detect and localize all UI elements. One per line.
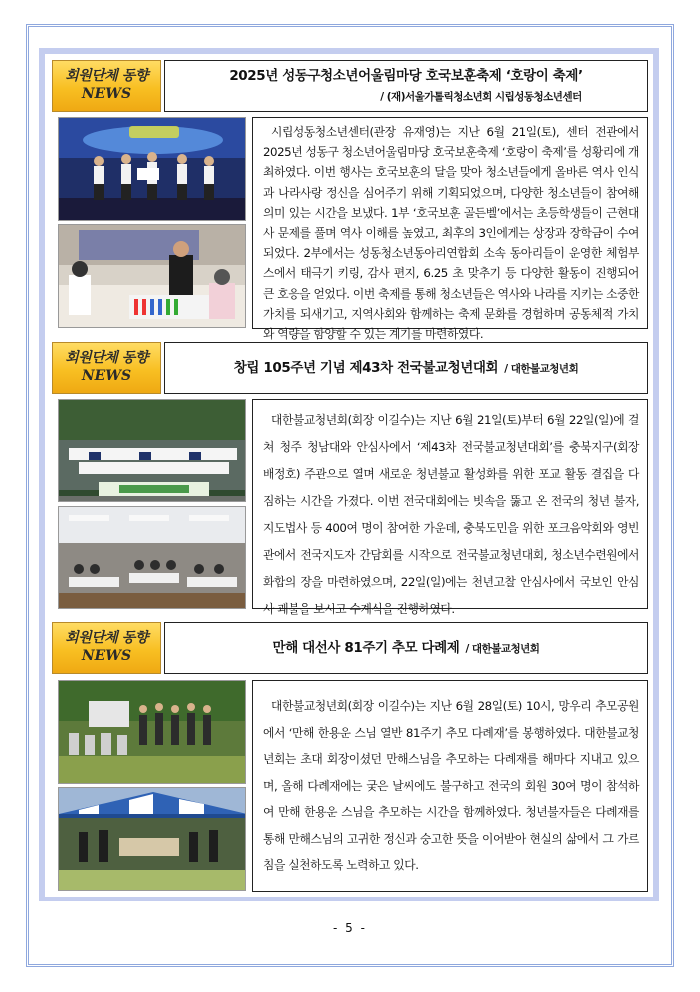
section3-title-box: [164, 622, 648, 674]
section3-body: 대한불교청년회(회장 이길수)는 지난 6월 28일(토) 10시, 망우리 추모공원에서 ‘만해 한용운 스님 열반 81주기 추모 다례재’를 봉행하였다. 대한불교청년회는 초대 회장이셨던 만해스님을 추모하는 다례재를 해마다 지내고 있으며, 올해 다례재에는 궂은 날씨에도 불구하고 전국의 회원 30여 명이 참석하여 만해 한용운 스님을 추모하는 시간을 함께하였다. 청년불자들은 다례재를 통해 만해스님의 고귀한 정신과 숭고한 뜻을 이어받아 현실의 삶에서 그 가르침을 실천하도록 노력하고 있다.: [263, 699, 639, 872]
section3-body-box: [252, 680, 648, 892]
section3-photo-tent: [58, 787, 246, 891]
section2-news-badge: [52, 342, 161, 394]
section1-title: 2025년 성동구청소년어울림마당 호국보훈축제 ‘호랑이 축제’: [229, 68, 583, 84]
section1-news-badge: [52, 60, 161, 112]
page-number: - 5 -: [333, 921, 367, 935]
section3-photo-memorial: [58, 680, 246, 784]
section1-byline: / (재)서울가톨릭청소년회 시립성동청소년센터: [380, 91, 582, 103]
section2-body-box: [252, 399, 648, 616]
badge-line1: 회원단체 동향: [65, 68, 148, 84]
badge-line1: 회원단체 동향: [65, 350, 148, 366]
section1-title-box: [164, 60, 648, 112]
section3-title: 만해 대선사 81주기 추모 다례제: [272, 640, 460, 656]
section3-news-badge: [52, 622, 161, 674]
badge-line2: NEWS: [81, 86, 132, 102]
section1-body-box: [252, 117, 648, 342]
section2-title-box: [164, 342, 648, 394]
section1-body: 시립성동청소년센터(관장 유재영)는 지난 6월 21일(토), 센터 전관에서 2025년 성동구 청소년어울림마당 호국보훈축제 ‘호랑이 축제’를 성황리에 개최하였다. 이번 행사는 호국보훈의 달을 맞아 청소년들에게 올바른 역사 인식과 나라사랑 정신을 심어주기 위해 기획되었으며, 다양한 청소년들이 참여해 의미 있는 시간을 보냈다. 1부 ‘호국보훈 골든벨’에서는 초등학생들이 근현대사 문제를 풀며 역사 이해를 높였고, 최후의 3인에게는 상장과 장학금이 수여되었다. 2부에서는 성동청소년동아리연합회 소속 동아리들이 운영한 체험부스에서 태극기 키링, 감사 편지, 6.25 초 맞추기 등 다양한 활동이 진행되어 큰 호응을 얻었다. 이번 축제를 통해 청소년들은 역사와 나라를 지키는 소중한 가치를 되새기고, 지역사회와 함께하는 축제 문화를 경험하며 공동체적 가치와 역량을 함양할 수 있는 계기를 마련하였다.: [263, 125, 639, 342]
section3-byline: / 대한불교청년회: [465, 642, 540, 655]
section2-body: 대한불교청년회(회장 이길수)는 지난 6월 21일(토)부터 6월 22일(일)에 걸쳐 청주 청남대와 안심사에서 ‘제43차 전국불교청년대회’를 충북지구(회장 배정호) 주관으로 열며 새로운 청년불교 활성화를 위한 포교 활동 결집을 다짐하는 시간을 가졌다. 이번 전국대회에는 빗속을 뚫고 온 전국의 청년 불자, 지도법사 등 400여 명이 참여한 가운데, 충북도민을 위한 포크음악회와 영빈관에서 전국지도자 간담회를 시작으로 전국불교청년대회, 청소년수련원에서 화합의 장을 마련하였으며, 22일(일)에는 천년고찰 안심사에서 국보인 안심사 괘불을 보시고 수계식을 진행하였다.: [263, 413, 639, 616]
section1-photo-stage: [58, 117, 246, 221]
badge-line2: NEWS: [81, 648, 132, 664]
badge-line1: 회원단체 동향: [65, 630, 148, 646]
section1-photo-booth: [58, 224, 246, 328]
section2-photo-group: [58, 399, 246, 502]
badge-line2: NEWS: [81, 368, 132, 384]
section2-byline: / 대한불교청년회: [504, 362, 579, 375]
section2-title: 창립 105주년 기념 제43차 전국불교청년대회: [233, 360, 499, 376]
section2-photo-hall: [58, 506, 246, 609]
